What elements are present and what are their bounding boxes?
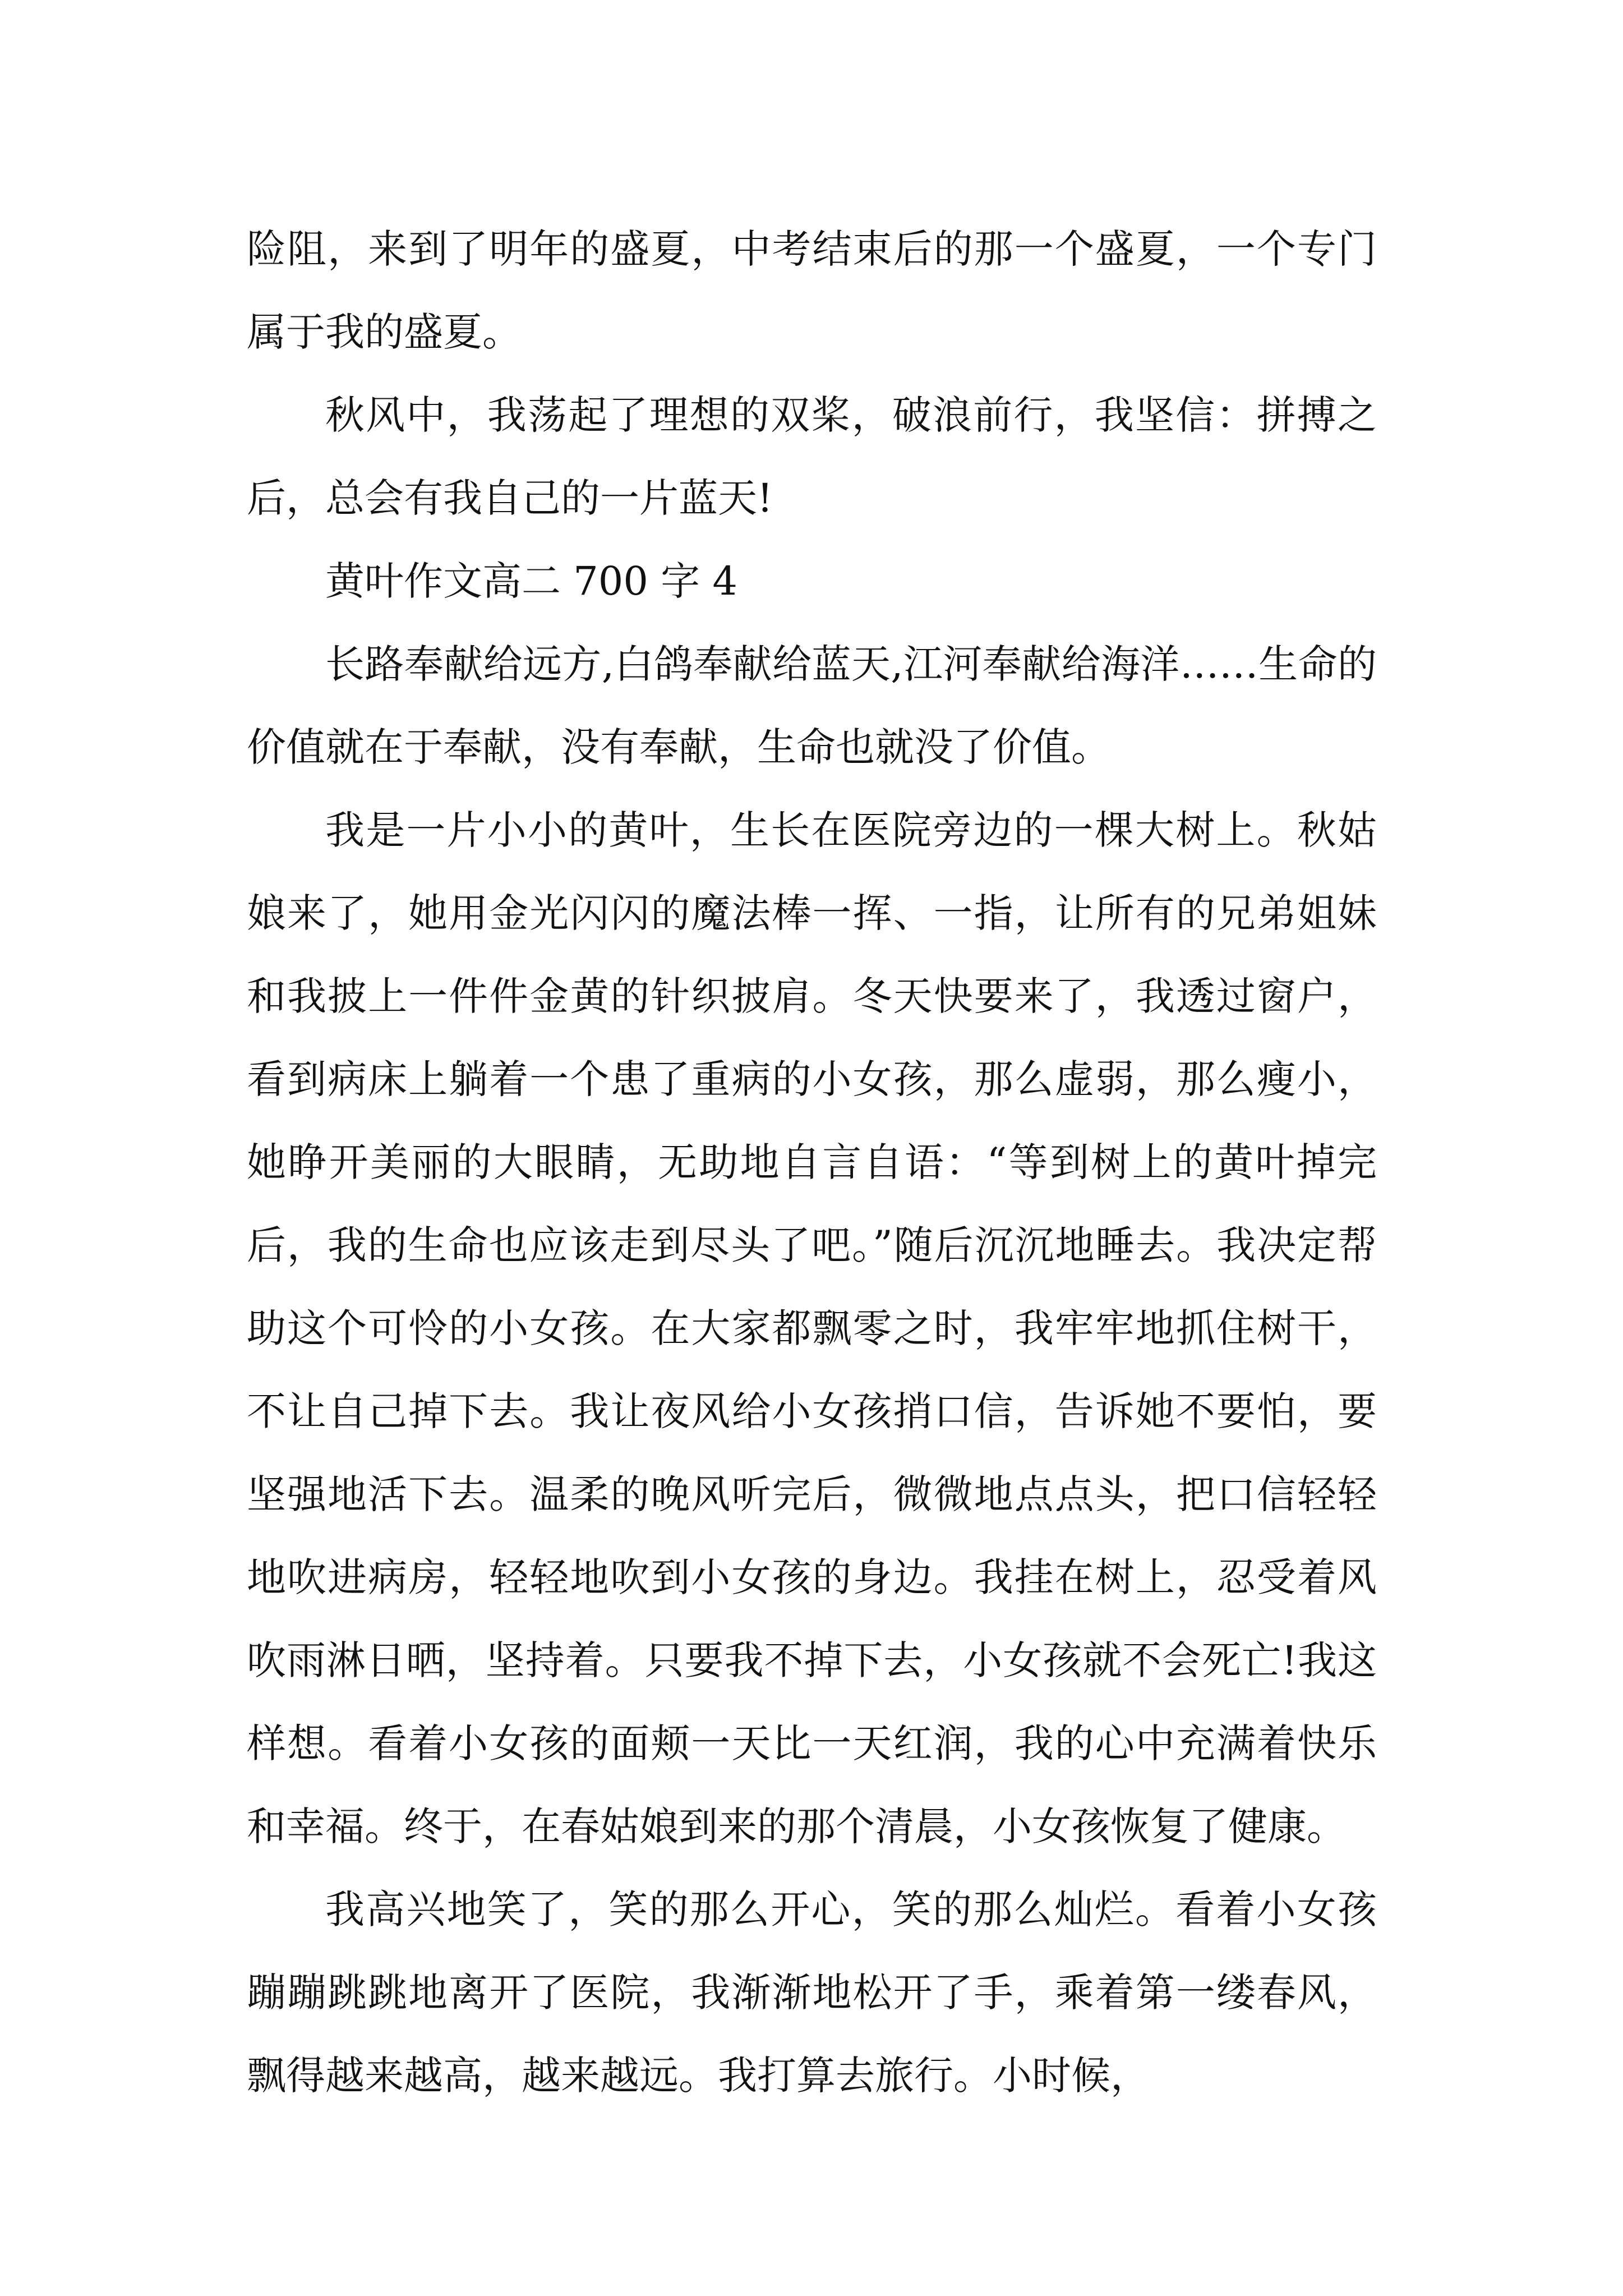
- document-body: [247, 208, 1377, 2117]
- section-heading: 黄叶作文高二 700 字 4: [325, 558, 737, 604]
- paragraph-4: 我是一片小小的黄叶，生长在医院旁边的一棵大树上。秋姑娘来了，她用金光闪闪的魔法棒一挥、一指，让所有的兄弟姐妹和我披上一件件金黄的针织披肩。冬天快要来了，我透过窗户，看到病床上躺着一个患了重病的小女孩，那么虚弱，那么瘦小，她睁开美丽的大眼睛，无助地自言自语：“等到树上的黄叶掉完后，我的生命也应该走到尽头了吧。”随后沉沉地睡去。我决定帮助这个可怜的小女孩。在大家都飘零之时，我牢牢地抓住树干，不让自己掉下去。我让夜风给小女孩捎口信，告诉她不要怕，要坚强地活下去。温柔的晚风听完后，微微地点点头，把口信轻轻地吹进病房，轻轻地吹到小女孩的身边。我挂在树上，忍受着风吹雨淋日晒，坚持着。只要我不掉下去，小女孩就不会死亡!我这样想。看着小女孩的面颊一天比一天红润，我的心中充满着快乐和幸福。终于，在春姑娘到来的那个清晨，小女孩恢复了健康。: [247, 807, 1377, 1849]
- paragraph-5: 我高兴地笑了，笑的那么开心，笑的那么灿烂。看着小女孩蹦蹦跳跳地离开了医院，我渐渐地松开了手，乘着第一缕春风，飘得越来越高，越来越远。我打算去旅行。小时候，: [247, 1887, 1377, 2099]
- paragraph-2: 秋风中，我荡起了理想的双桨，破浪前行，我坚信：拼搏之后，总会有我自己的一片蓝天!: [247, 392, 1377, 521]
- paragraph-3: 长路奉献给远方,白鸽奉献给蓝天,江河奉献给海洋……生命的价值就在于奉献，没有奉献，生命也就没了价值。: [247, 641, 1377, 770]
- paragraph-1: 险阻，来到了明年的盛夏，中考结束后的那一个盛夏，一个专门属于我的盛夏。: [247, 226, 1377, 355]
